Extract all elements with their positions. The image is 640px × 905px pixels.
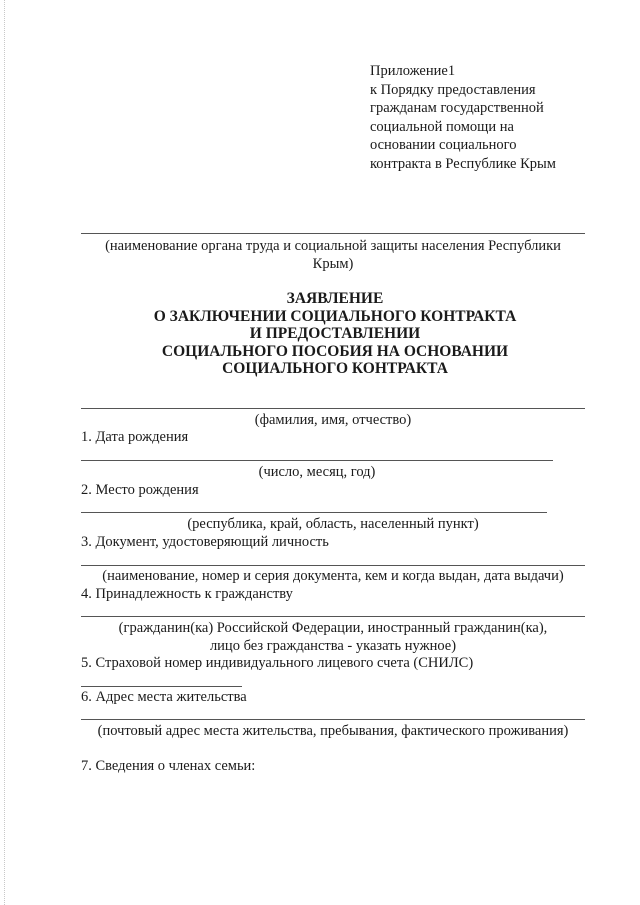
fio-caption: (фамилия, имя, отчество) [254,412,412,428]
birth-place-line[interactable] [81,512,547,513]
appendix-line: Приложение1 [370,63,456,79]
birth-place-label: 2. Место рождения [81,482,199,498]
appendix-line: контракта в Республике Крым [370,155,556,172]
citizenship-caption [81,619,585,655]
title-line: СОЦИАЛЬНОГО ПОСОБИЯ НА ОСНОВАНИИ [161,342,509,360]
title-line: ЗАЯВЛЕНИЕ [286,290,384,307]
address-line[interactable] [81,719,585,720]
address-label: 6. Адрес места жительства [81,689,247,705]
title-line: И ПРЕДОСТАВЛЕНИИ [249,325,421,342]
document-label: 3. Документ, удостоверяющий личность [81,534,329,550]
appendix-note [370,62,620,173]
snils-label: 5. Страховой номер индивидуального лицевого счета (СНИЛС) [81,655,474,671]
document-line[interactable] [81,565,585,566]
scan-edge [4,0,5,905]
organ-caption-line2: Крым) [312,256,354,272]
citizenship-caption-line1: (гражданин(ка) Российской Федерации, иностранный гражданин(ка), [118,620,548,636]
birth-date-label: 1. Дата рождения [81,429,189,445]
birth-date-caption: (число, месяц, год) [258,464,376,480]
title-line: О ЗАКЛЮЧЕНИИ СОЦИАЛЬНОГО КОНТРАКТА [153,307,517,325]
appendix-line: основании социального [370,137,517,153]
appendix-line: гражданам государственной [370,100,544,116]
appendix-line: социальной помощи на [370,118,514,135]
organ-name-line[interactable] [81,233,585,234]
organ-caption-line1: (наименование органа труда и социальной защиты населения Республики [105,238,561,254]
document-title [100,290,570,378]
fio-line[interactable] [81,408,585,409]
citizenship-line[interactable] [81,616,585,617]
citizenship-caption-line2: лицо без гражданства - указать нужное) [209,638,457,654]
title-line: СОЦИАЛЬНОГО КОНТРАКТА [222,360,448,377]
snils-line[interactable] [81,686,242,687]
citizenship-label: 4. Принадлежность к гражданству [81,586,293,602]
organ-caption [81,237,585,273]
birth-place-caption: (республика, край, область, населенный пункт) [187,516,479,532]
address-caption: (почтовый адрес места жительства, пребывания, фактического проживания) [97,723,569,739]
birth-date-line[interactable] [81,460,553,461]
family-label: 7. Сведения о членах семьи: [81,758,256,774]
appendix-line: к Порядку предоставления [370,81,536,98]
document-caption: (наименование, номер и серия документа, кем и когда выдан, дата выдачи) [102,568,564,584]
